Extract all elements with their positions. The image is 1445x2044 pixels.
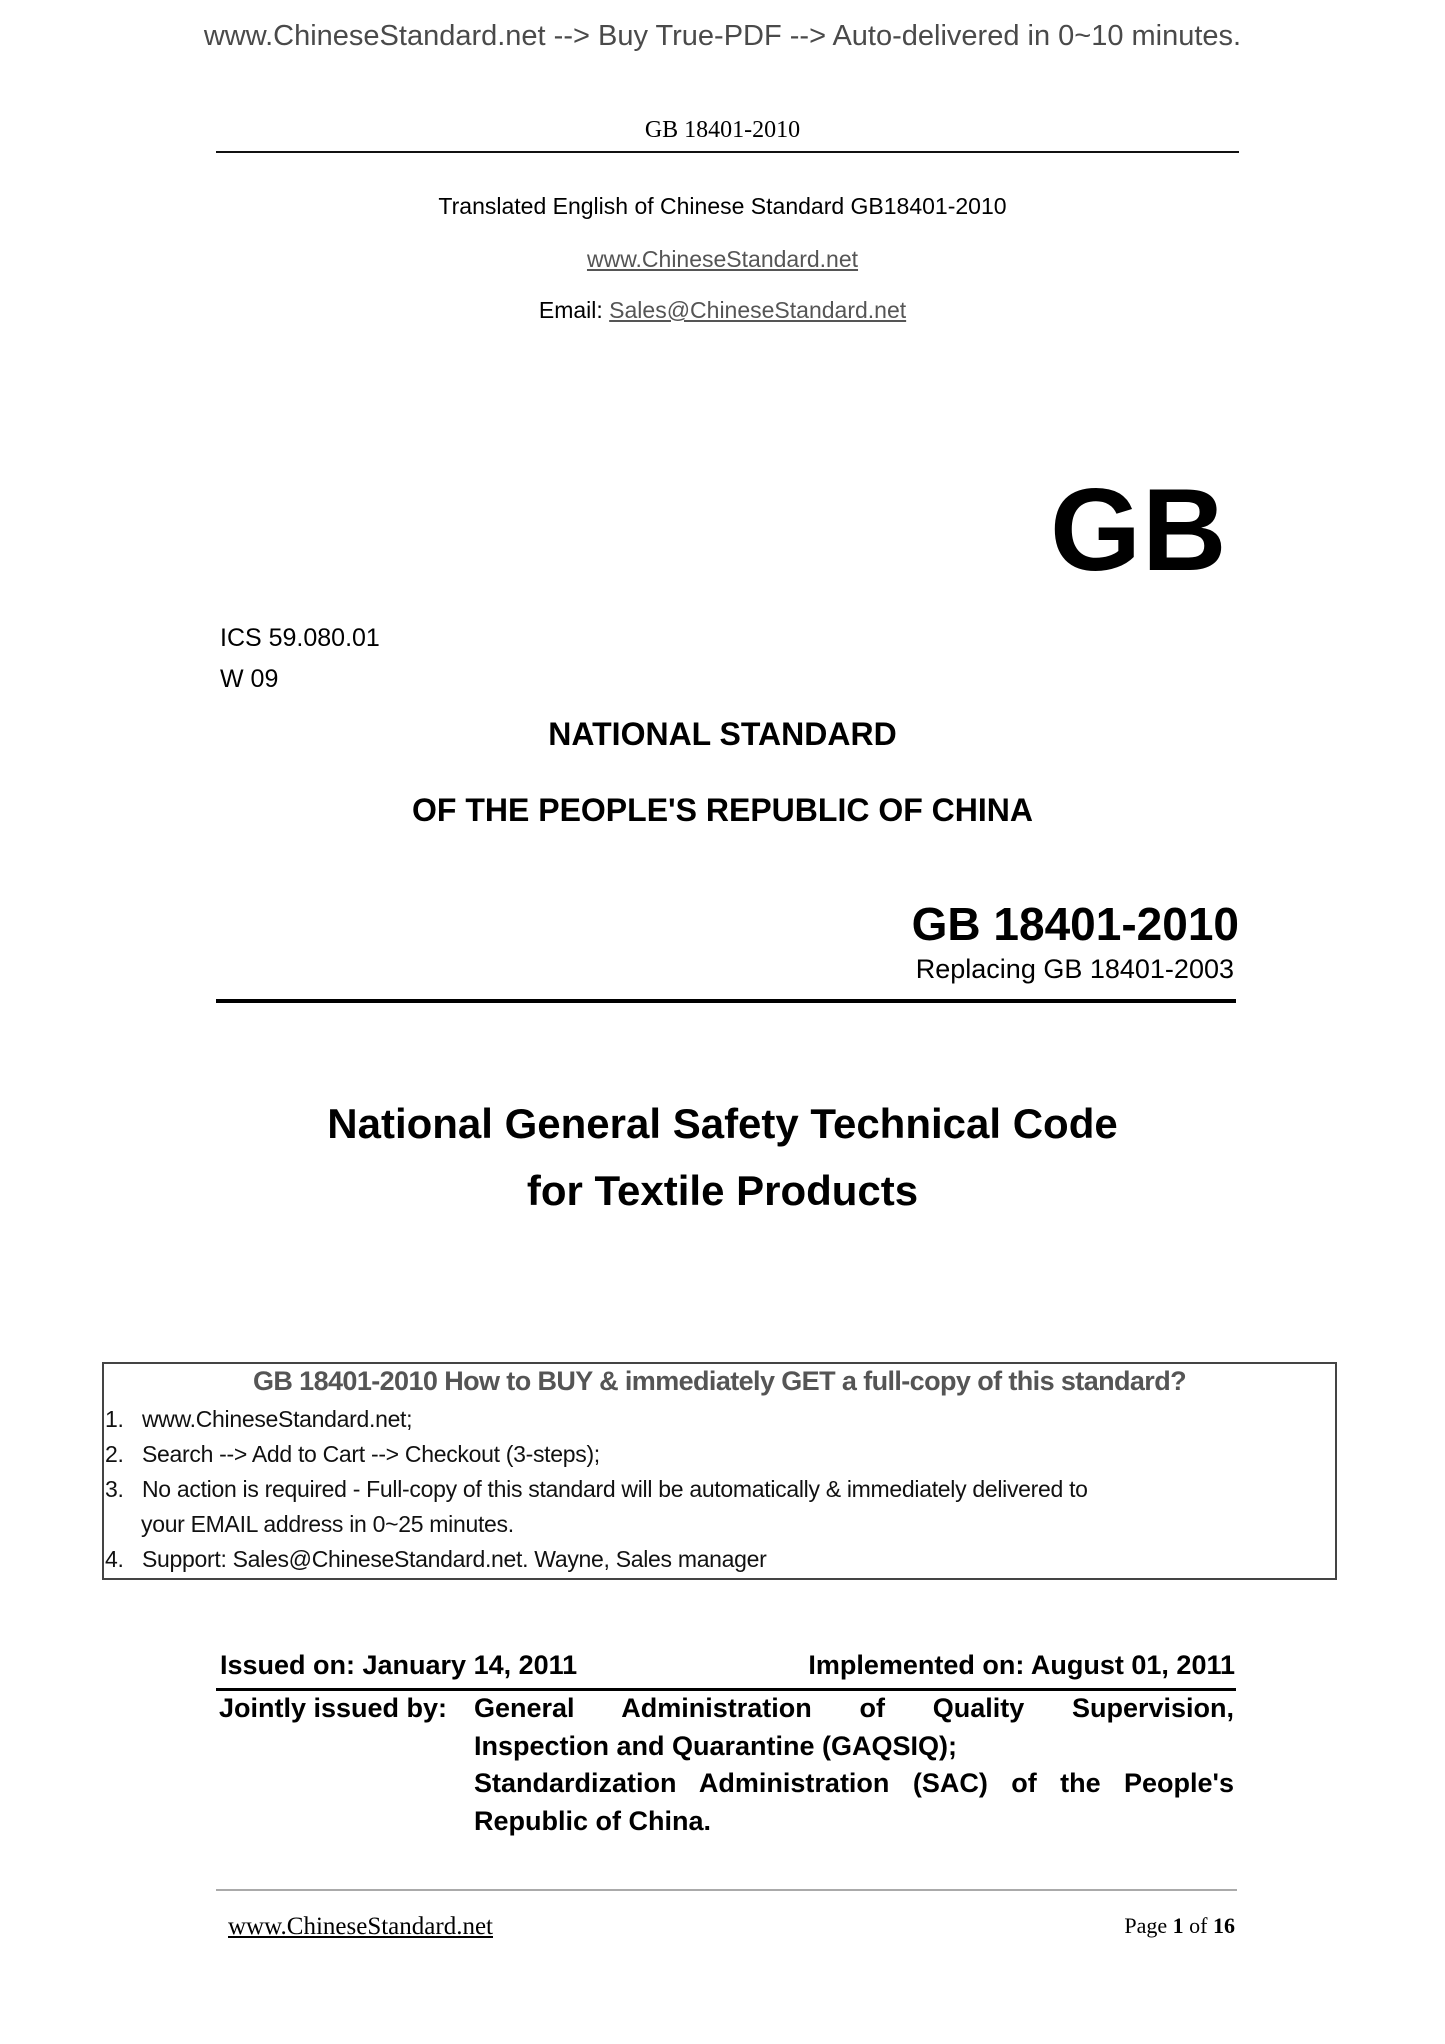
email-link[interactable]: Sales@ChineseStandard.net xyxy=(609,297,907,323)
title-rule xyxy=(216,999,1236,1003)
issuer-line-1: General Administration of Quality Supervision, xyxy=(474,1693,1234,1723)
replacing-note: Replacing GB 18401-2003 xyxy=(915,954,1234,984)
ics-code: ICS 59.080.01 xyxy=(220,624,380,652)
document-title-line1: National General Safety Technical Code xyxy=(327,1100,1118,1147)
page-prefix: Page xyxy=(1124,1913,1168,1938)
prc-heading: OF THE PEOPLE'S REPUBLIC OF CHINA xyxy=(412,792,1033,828)
standard-number: GB 18401-2010 xyxy=(911,898,1239,950)
footer-rule xyxy=(216,1889,1237,1891)
page-of: of xyxy=(1189,1913,1208,1938)
footer-site-link[interactable]: www.ChineseStandard.net xyxy=(228,1913,493,1940)
page-indicator xyxy=(1124,1913,1235,1939)
step-number: 2. xyxy=(105,1441,124,1467)
step-number: 4. xyxy=(105,1546,124,1572)
page-total: 16 xyxy=(1213,1913,1235,1938)
step-number: 1. xyxy=(105,1406,124,1432)
classification-code: W 09 xyxy=(220,665,279,693)
step-text: Support: Sales@ChineseStandard.net. Wayne, Sales manager xyxy=(142,1546,767,1572)
header-rule xyxy=(216,151,1239,153)
email-line xyxy=(0,297,1445,324)
buy-step-3 xyxy=(104,1476,1088,1503)
dates-rule xyxy=(216,1688,1236,1691)
translated-line: Translated English of Chinese Standard GB18401-2010 xyxy=(438,193,1007,219)
running-header-code: GB 18401-2010 xyxy=(644,117,801,143)
issuer-line-3: Standardization Administration (SAC) of the People's xyxy=(474,1768,1234,1798)
gb-logo: GB xyxy=(1050,464,1228,595)
buy-step-2 xyxy=(104,1441,600,1468)
step-text: Search --> Add to Cart --> Checkout (3-steps); xyxy=(142,1441,600,1467)
top-banner: www.ChineseStandard.net --> Buy True-PDF --> Auto-delivered in 0~10 minutes. xyxy=(203,20,1242,52)
document-title-line2: for Textile Products xyxy=(526,1167,919,1214)
implemented-date: Implemented on: August 01, 2011 xyxy=(808,1650,1235,1680)
step-text: No action is required - Full-copy of this standard will be automatically & immediately delivered to xyxy=(142,1476,1088,1502)
buy-instructions-box xyxy=(102,1362,1337,1580)
issuer-line-4: Republic of China. xyxy=(474,1806,712,1836)
buy-step-1 xyxy=(104,1406,412,1433)
email-label: Email: xyxy=(538,297,603,323)
buy-step-3-continuation: your EMAIL address in 0~25 minutes. xyxy=(141,1511,514,1537)
step-number: 3. xyxy=(105,1476,124,1502)
step-text[interactable]: www.ChineseStandard.net; xyxy=(142,1406,413,1432)
buy-box-title: GB 18401-2010 How to BUY & immediately GET a full-copy of this standard? xyxy=(252,1366,1187,1396)
site-link-row xyxy=(0,246,1445,273)
issued-date: Issued on: January 14, 2011 xyxy=(220,1650,578,1680)
national-standard-heading: NATIONAL STANDARD xyxy=(548,716,897,752)
site-link[interactable]: www.ChineseStandard.net xyxy=(586,246,859,272)
jointly-issued-label: Jointly issued by: xyxy=(219,1693,448,1723)
buy-step-4 xyxy=(104,1546,767,1573)
page-current: 1 xyxy=(1172,1913,1184,1938)
issuer-line-2: Inspection and Quarantine (GAQSIQ); xyxy=(474,1731,958,1761)
